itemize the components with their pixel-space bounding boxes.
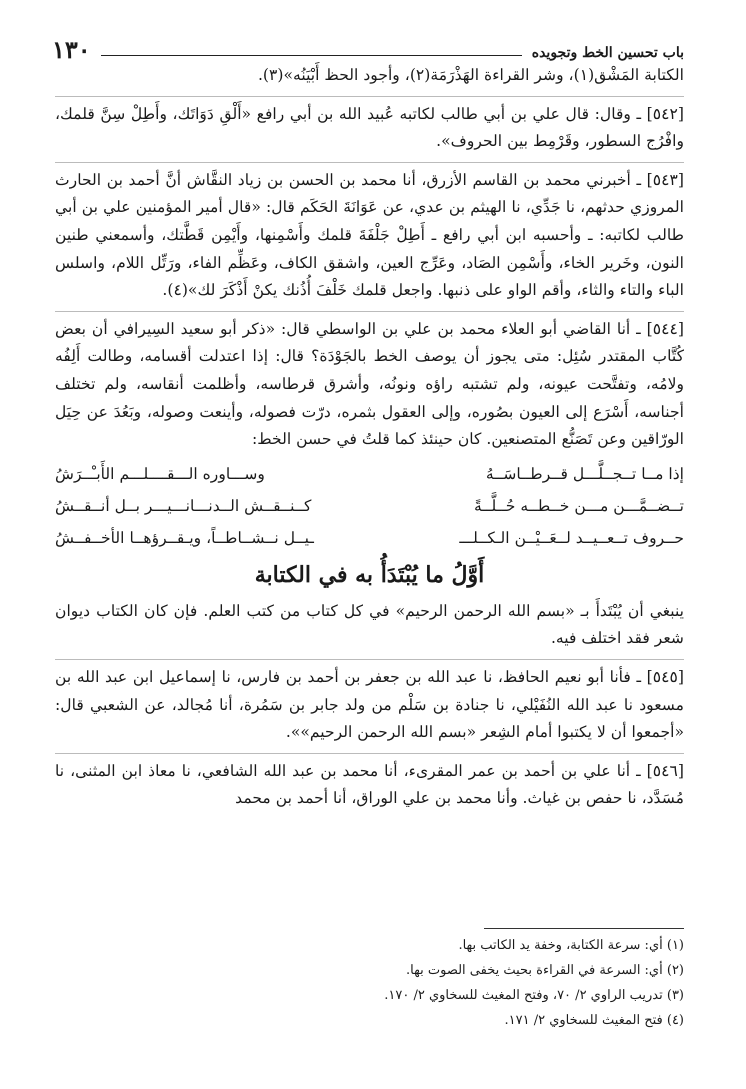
main-text: [55, 62, 684, 813]
paragraph-543: [٥٤٣] ـ أخبرني محمد بن القاسم الأزرق، أنا محمد بن الحسن بن زياد النقَّاش أنَّ أحمد بن الحارث المروزي حدثهم، نا جَدِّي، نا الهيثم بن عدي، عن عَوَانَةَ الحَكَم قال: «قال أمير المؤمنين علي بن أبي طالب لكاتبه: ـ وأحسبه ابن أبي رافع ـ أَطِلْ جَلْفَةَ قلمك وأَسْمِنها، وأَيْمِن قَطَّتك، وأسمعني طنين النون، وخَرير الخاء، وأَسْمِن الصَاد، وعَرِّج العين، واشقق الكاف، وعَظِّم الفاء، ورَتِّل اللام، واسلس الباء والتاء والثاء، وأقم الواو على ذنبها. واجعل قلمك خَلْفَ أُذُنك يكنْ أَذْكَرَ لك»(٤).: [55, 170, 684, 300]
paragraph-544: [٥٤٤] ـ أنا القاضي أبو العلاء محمد بن علي بن الواسطي قال: «ذكر أبو سعيد السِيرافي أن بعض كُتَّاب المقتدر سُئِل: متى يجوز أن يوصف الخط بالجَوْدَة؟ قال: إذا اعتدلت أقسامه، وطالت أَلِفُه ولامُه، وتفتَّحت عيونه، ولم تشتبه راؤه ونونُه، وأشرق قرطاسه، وأظلمت أنقاسه، ولم تختلف أجناسه، أَسْرَع إلى العيون بصُوره، وإلى العقول بثمره، درّت فصوله، وأينعت وصوله، وبَعُدَ عن حِيَل الورّاقين وعن تَصَنُّع المتصنعين. كان حينئذ كما قلتُ في حسن الخط:: [55, 319, 684, 449]
paragraph-545: [٥٤٥] ـ فأنا أبو نعيم الحافظ، نا عبد الله بن جعفر بن أحمد بن فارس، نا إسماعيل ابن عبد الله بن مسعود نا عبد الله النُفَيْلي، نا جنادة بن سَلْم من ولد جابر بن سَمُرة، أنا مُجالد، عن الشعبي قال: «أجمعوا أن لا يكتبوا أمام الشِعر «بسم الله الرحمن الرحيم»».: [55, 667, 684, 742]
poem-verse-3-second-half: ـيــل نــشــاطــاً، ويـقــرؤهــا الأخــفــشُ: [55, 528, 314, 547]
footnote-3: (٣) تدريب الراوي ٢/ ٧٠، وفتح المغيث للسخاوي ٢/ ١٧٠.: [384, 988, 684, 1003]
footnote-rule: [484, 928, 684, 929]
poem-verse-2-second-half: كــنــقــش الــدنـــانـــيـــر بــل أنــقــشُ: [55, 496, 312, 515]
paragraph-separator: [55, 96, 684, 97]
paragraph-542: [٥٤٢] ـ وقال: قال علي بن أبي طالب لكاتبه عُبيد الله بن أبي رافع «أَلْقِ دَوَاتَك، وأَطِلْ سِنَّ قلمك، وافْرُج السطور، وقَرْمِط بين الحروف».: [55, 104, 684, 151]
poem: [55, 458, 684, 554]
intro-paragraph: ينبغي أن يُبْتَدأَ بـ «بسم الله الرحمن الرحيم» في كل كتاب من كتب العلم. فإن كان الكتاب ديوان شعر فقد اختلف فيه.: [55, 601, 684, 648]
page-number: ١٣٠: [52, 35, 91, 64]
page-header: [52, 18, 684, 62]
paragraph-separator: [55, 311, 684, 312]
paragraph-546: [٥٤٦] ـ أنا علي بن أحمد بن عمر المقرىء، أنا محمد بن عبد الله الشافعي، نا معاذ ابن المثنى، نا مُسَدَّد، نا حفص بن غياث. وأنا محمد بن علي الوراق، أنا أحمد بن محمد: [55, 761, 684, 808]
paragraph-separator: [55, 659, 684, 660]
intro-line: الكتابة المَشْق(١)، وشر القراءة الهَذْرَمَة(٢)، وأجود الحظ أَبْيَنُه»(٣).: [257, 66, 684, 84]
footnote-2: (٢) أي: السرعة في القراءة بحيث يخفى الصوت بها.: [406, 963, 684, 978]
running-title: باب تحسين الخط وتجويده: [531, 45, 684, 61]
section-heading: أَوَّلُ ما يُبْتَدَأُ به في الكتابة: [254, 561, 485, 588]
poem-verse-1-first-half: إذا مــا تــجــلَّـــل قــرطــاسَــهُ: [485, 464, 684, 483]
poem-verse-2-first-half: تــضــمَّـــن مـــن خــطــه حُــلَّــةً: [473, 496, 684, 515]
footnote-4: (٤) فتح المغيث للسخاوي ٢/ ١٧١.: [504, 1013, 684, 1028]
paragraph-separator: [55, 753, 684, 754]
footnote-1: (١) أي: سرعة الكتابة، وخفة يد الكاتب بها.: [458, 938, 684, 953]
header-rule: [101, 55, 522, 56]
poem-verse-3-first-half: حــروف تــعــيــد لــعَــيْــن الـكــلـــ: [459, 528, 684, 547]
footnotes: [55, 928, 684, 1033]
poem-verse-1-second-half: وســـاوره الـــقــــلـــم الأَبـْــرَشُ: [55, 464, 265, 483]
paragraph-separator: [55, 162, 684, 163]
